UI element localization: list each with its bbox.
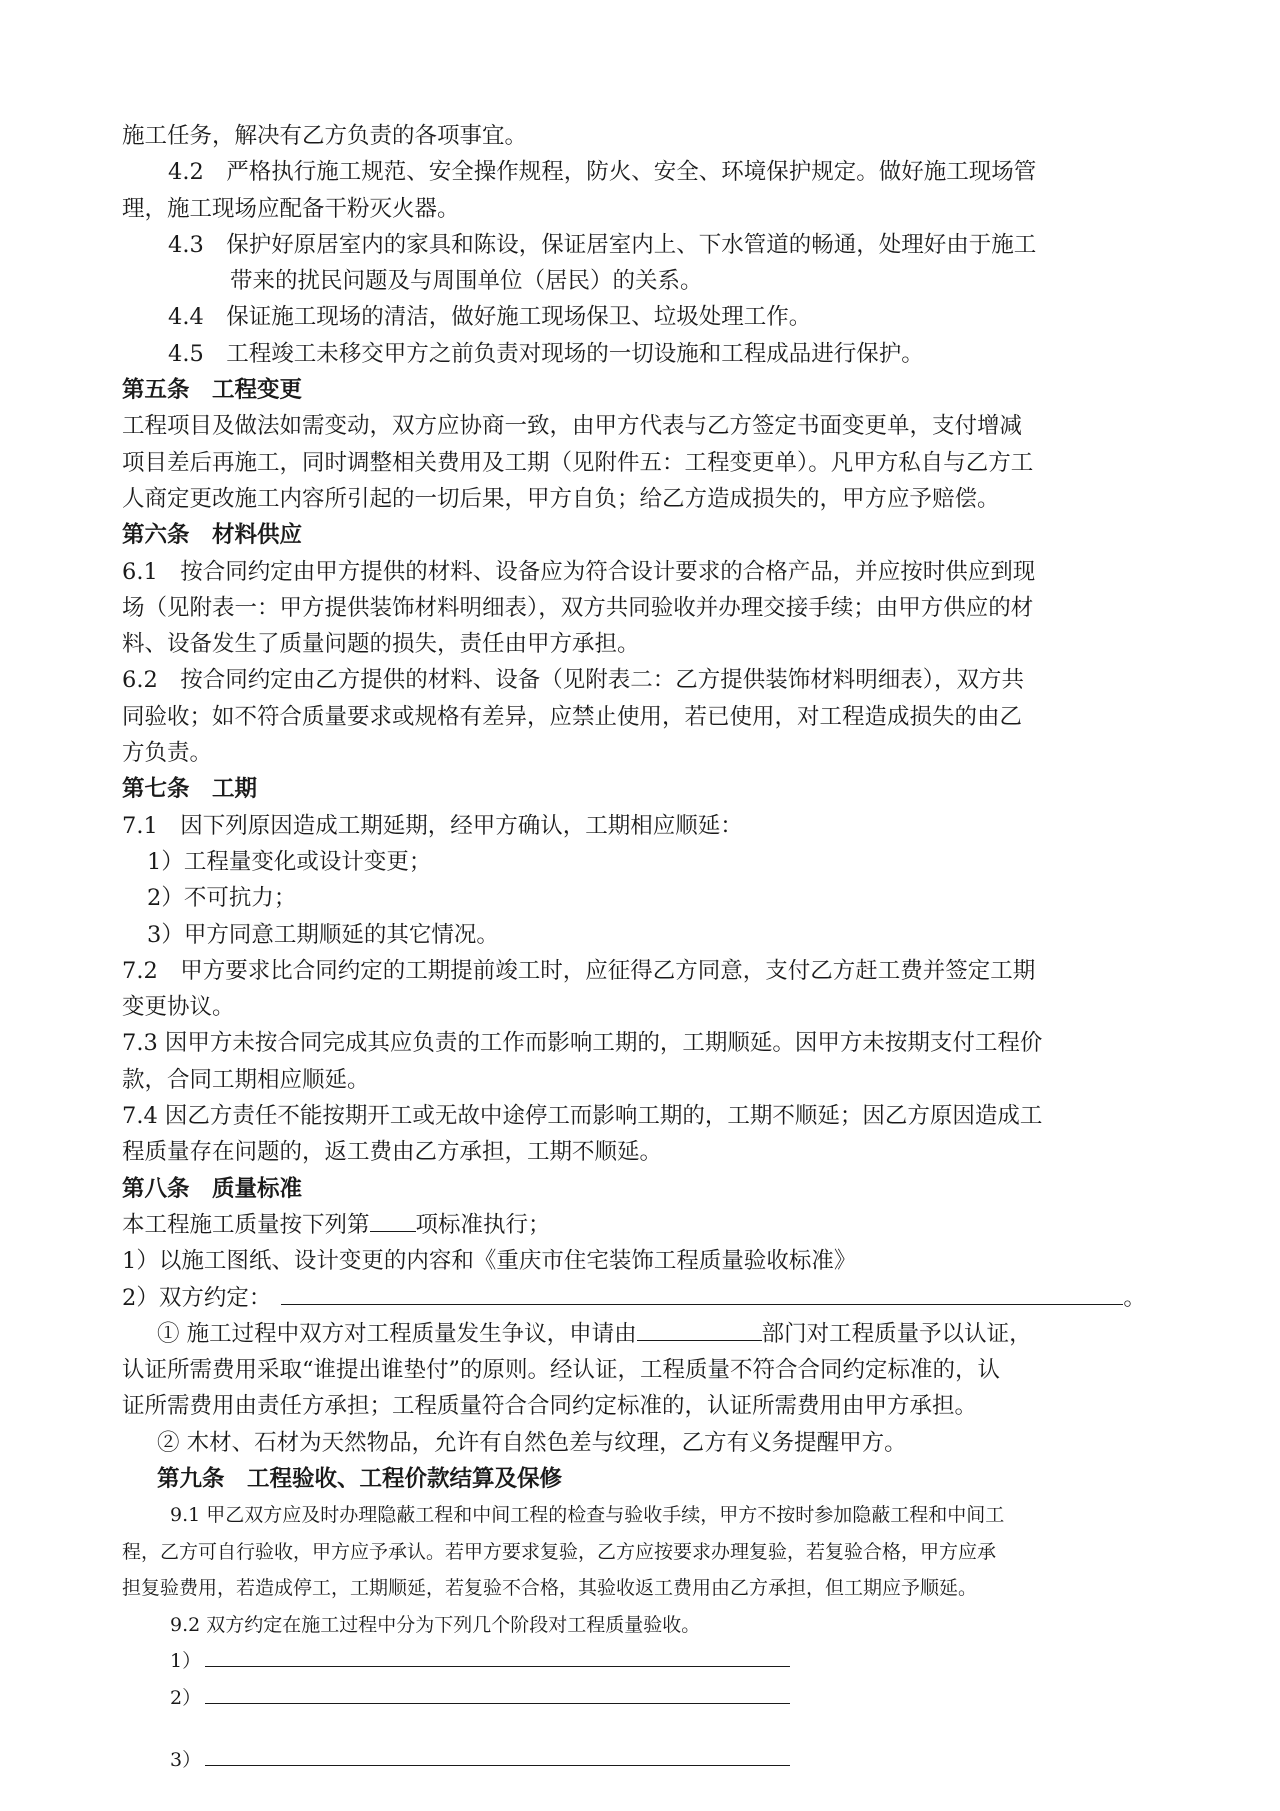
standard-number-blank[interactable] [370, 1209, 416, 1232]
text-line: 程，乙方可自行验收，甲方应予承认。若甲方要求复验，乙方应按要求办理复验，若复验合格，甲方应承 [122, 1540, 997, 1563]
clause-4-5: 4.5 工程竣工未移交甲方之前负责对现场的一切设施和工程成品进行保护。 [168, 340, 924, 367]
department-blank[interactable] [637, 1318, 762, 1341]
text-segment: 项标准执行； [415, 1211, 551, 1238]
stage-2-blank[interactable] [205, 1683, 790, 1704]
stage-line [122, 1680, 1162, 1717]
clause-4-3: 4.3 保护好原居室内的家具和陈设，保证居室内上、下水管道的畅通，处理好由于施工 [168, 231, 1037, 258]
text-line: 款，合同工期相应顺延。 [122, 1066, 370, 1093]
section-6-heading: 第六条 材料供应 [122, 522, 303, 549]
text-line: 同验收；如不符合质量要求或规格有差异，应禁止使用，若已使用，对工程造成损失的由乙 [122, 703, 1023, 730]
stage-line [122, 1643, 1162, 1680]
spacer [122, 1716, 1162, 1742]
text-line: 料、设备发生了质量问题的损失，责任由甲方承担。 [122, 631, 640, 658]
clause-7-2: 7.2 甲方要求比合同约定的工期提前竣工时，应征得乙方同意，支付乙方赶工费并签定工期 [122, 957, 1036, 984]
text-line: 项目差后再施工，同时调整相关费用及工期（见附件五：工程变更单）。凡甲方私自与乙方工 [122, 449, 1034, 476]
clause-7-1: 7.1 因下列原因造成工期延期，经甲方确认，工期相应顺延： [122, 812, 743, 839]
stage-line [122, 1742, 1162, 1779]
agreement-line [122, 1280, 1162, 1316]
text-line: 程质量存在问题的，返工费由乙方承担，工期不顺延。 [122, 1139, 663, 1166]
quality-standard-line [122, 1207, 1162, 1243]
clause-7-4: 7.4 因乙方责任不能按期开工或无故中途停工而影响工期的，工期不顺延；因乙方原因造成工 [122, 1103, 1043, 1130]
clause-9-1: 9.1 甲乙双方应及时办理隐蔽工程和中间工程的检查与验收手续，甲方不按时参加隐蔽工程和中间工 [170, 1504, 1005, 1527]
clause-6-1: 6.1 按合同约定由甲方提供的材料、设备应为符合设计要求的合格产品，并应按时供应到现 [122, 558, 1036, 585]
section-7-heading: 第七条 工期 [122, 776, 258, 803]
text-segment: ① 施工过程中双方对工程质量发生争议，申请由 [157, 1320, 637, 1347]
list-item: 2）不可抗力； [147, 885, 297, 912]
stage-label: 1） [170, 1650, 202, 1673]
text-line: 证所需费用由责任方承担；工程质量符合合同约定标准的，认证所需费用由甲方承担。 [122, 1393, 978, 1420]
text-line: 理，施工现场应配备干粉灭火器。 [122, 195, 460, 222]
clause-7-3: 7.3 因甲方未按合同完成其应负责的工作而影响工期的，工期顺延。因甲方未按期支付工程价 [122, 1030, 1043, 1057]
list-item: 1）以施工图纸、设计变更的内容和《重庆市住宅装饰工程质量验收标准》 [122, 1248, 857, 1275]
text-line: 担复验费用，若造成停工，工期顺延，若复验不合格，其验收返工费用由乙方承担，但工期应予顺延。 [122, 1577, 978, 1600]
list-item: 1）工程量变化或设计变更； [147, 848, 432, 875]
stage-1-blank[interactable] [205, 1646, 790, 1667]
text-segment: 。 [1123, 1284, 1146, 1311]
text-line: 场（见附表一：甲方提供装饰材料明细表），双方共同验收并办理交接手续；由甲方供应的材 [122, 594, 1034, 621]
text-line: 认证所需费用采取“谁提出谁垫付”的原则。经认证，工程质量不符合合同约定标准的，认 [122, 1357, 1001, 1384]
text-line: 施工任务，解决有乙方负责的各项事宜。 [122, 123, 528, 149]
text-line: ② 木材、石材为天然物品，允许有自然色差与纹理，乙方有义务提醒甲方。 [157, 1429, 907, 1456]
section-5-heading: 第五条 工程变更 [122, 377, 303, 404]
section-9-heading: 第九条 工程验收、工程价款结算及保修 [157, 1465, 563, 1492]
clause-6-2: 6.2 按合同约定由乙方提供的材料、设备（见附表二：乙方提供装饰材料明细表），双方共 [122, 667, 1025, 694]
dispute-line [122, 1316, 1162, 1352]
list-item: 3）甲方同意工期顺延的其它情况。 [147, 921, 499, 948]
section-8-heading: 第八条 质量标准 [122, 1175, 303, 1202]
text-line: 工程项目及做法如需变动，双方应协商一致，由甲方代表与乙方签定书面变更单，支付增减 [122, 413, 1023, 440]
clause-4-4: 4.4 保证施工现场的清洁，做好施工现场保卫、垃圾处理工作。 [168, 304, 812, 331]
contract-page [122, 118, 1162, 1779]
text-line: 带来的扰民问题及与周围单位（居民）的关系。 [230, 268, 703, 295]
clause-4-2: 4.2 严格执行施工规范、安全操作规程，防火、安全、环境保护规定。做好施工现场管 [168, 159, 1037, 186]
stage-label: 3） [170, 1749, 202, 1772]
agreement-blank[interactable] [281, 1282, 1123, 1305]
text-segment: 本工程施工质量按下列第 [122, 1211, 370, 1238]
text-line: 变更协议。 [122, 994, 235, 1021]
text-segment: 2）双方约定： [122, 1284, 272, 1311]
clause-9-2: 9.2 双方约定在施工过程中分为下列几个阶段对工程质量验收。 [170, 1613, 701, 1636]
stage-3-blank[interactable] [205, 1745, 790, 1766]
text-line: 人商定更改施工内容所引起的一切后果，甲方自负；给乙方造成损失的，甲方应予赔偿。 [122, 485, 1000, 512]
text-line: 方负责。 [122, 740, 213, 767]
text-segment: 部门对工程质量予以认证， [761, 1320, 1032, 1347]
stage-label: 2） [170, 1686, 202, 1709]
